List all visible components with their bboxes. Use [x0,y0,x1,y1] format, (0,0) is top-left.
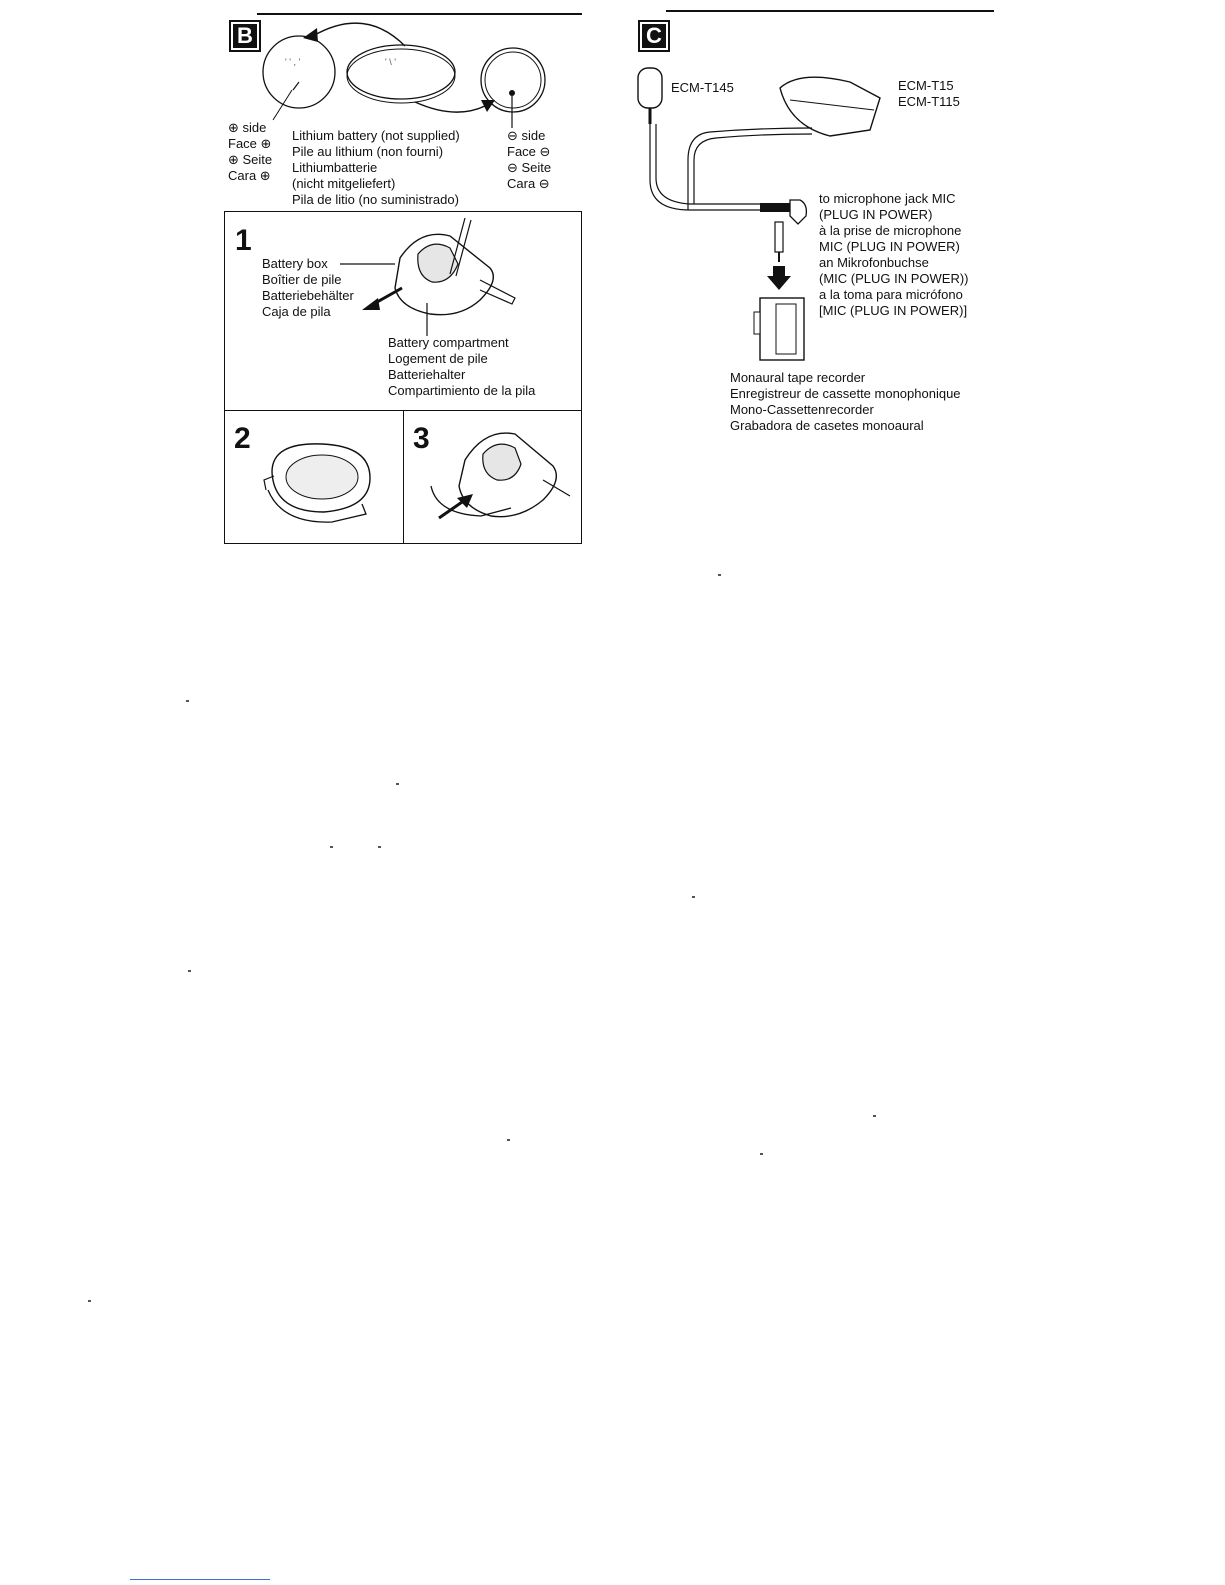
svg-text:' \ ': ' \ ' [385,57,396,67]
plus-side-label: ⊕ side Face ⊕ ⊕ Seite Cara ⊕ [228,120,273,183]
battery-tray-illustration [262,432,382,532]
scan-speck [188,970,191,972]
battery-box-label: Battery box Boîtier de pile Batteriebehälter Caja de pila [262,256,354,319]
scan-speck [396,783,399,785]
tape-recorder-label: Monaural tape recorder Enregistreur de cassette monophonique Mono-Cassettenrecorder Grabadora de casetes monoaural [730,370,961,433]
insert-tray-illustration [425,420,575,530]
scan-speck [873,1115,876,1117]
scan-speck [760,1153,763,1155]
model-ecm-t15-t115: ECM-T15 ECM-T115 [898,78,960,109]
step-1-number: 1 [235,224,252,257]
battery-label: Lithium battery (not supplied) Pile au lithium (non fourni) Lithiumbatterie (nicht mitgeliefert) Pila de litio (no suministrado) [292,128,460,207]
scan-speck [330,846,333,848]
scan-speck [692,896,695,898]
section-c-rule [666,10,994,12]
scan-speck [88,1300,91,1302]
battery-flip-illustration [255,20,555,130]
scan-speck [718,574,721,576]
step-3-number: 3 [413,422,430,455]
section-b-badge: B [229,20,261,52]
section-c-badge: C [638,20,670,52]
scan-speck [507,1139,510,1141]
battery-box-illustration [340,218,540,338]
model-ecm-t145: ECM-T145 [671,80,734,95]
scan-speck [378,846,381,848]
svg-text:' ' , ': ' ' , ' [285,57,301,67]
battery-compartment-label: Battery compartment Logement de pile Batteriehalter Compartimiento de la pila [388,335,536,398]
minus-side-label: ⊖ side Face ⊖ ⊖ Seite Cara ⊖ [507,128,552,191]
footer-rule [130,1579,270,1580]
scan-speck [186,700,189,702]
step-2-number: 2 [234,422,251,455]
microphone-jack-label: to microphone jack MIC (PLUG IN POWER) à la prise de microphone MIC (PLUG IN POWER) an Mikrofonbuchse (MIC (PLUG IN POWER)) a la toma para micrófono [MIC (PLUG IN POWER)] [819,191,969,318]
section-b-rule [257,13,582,15]
